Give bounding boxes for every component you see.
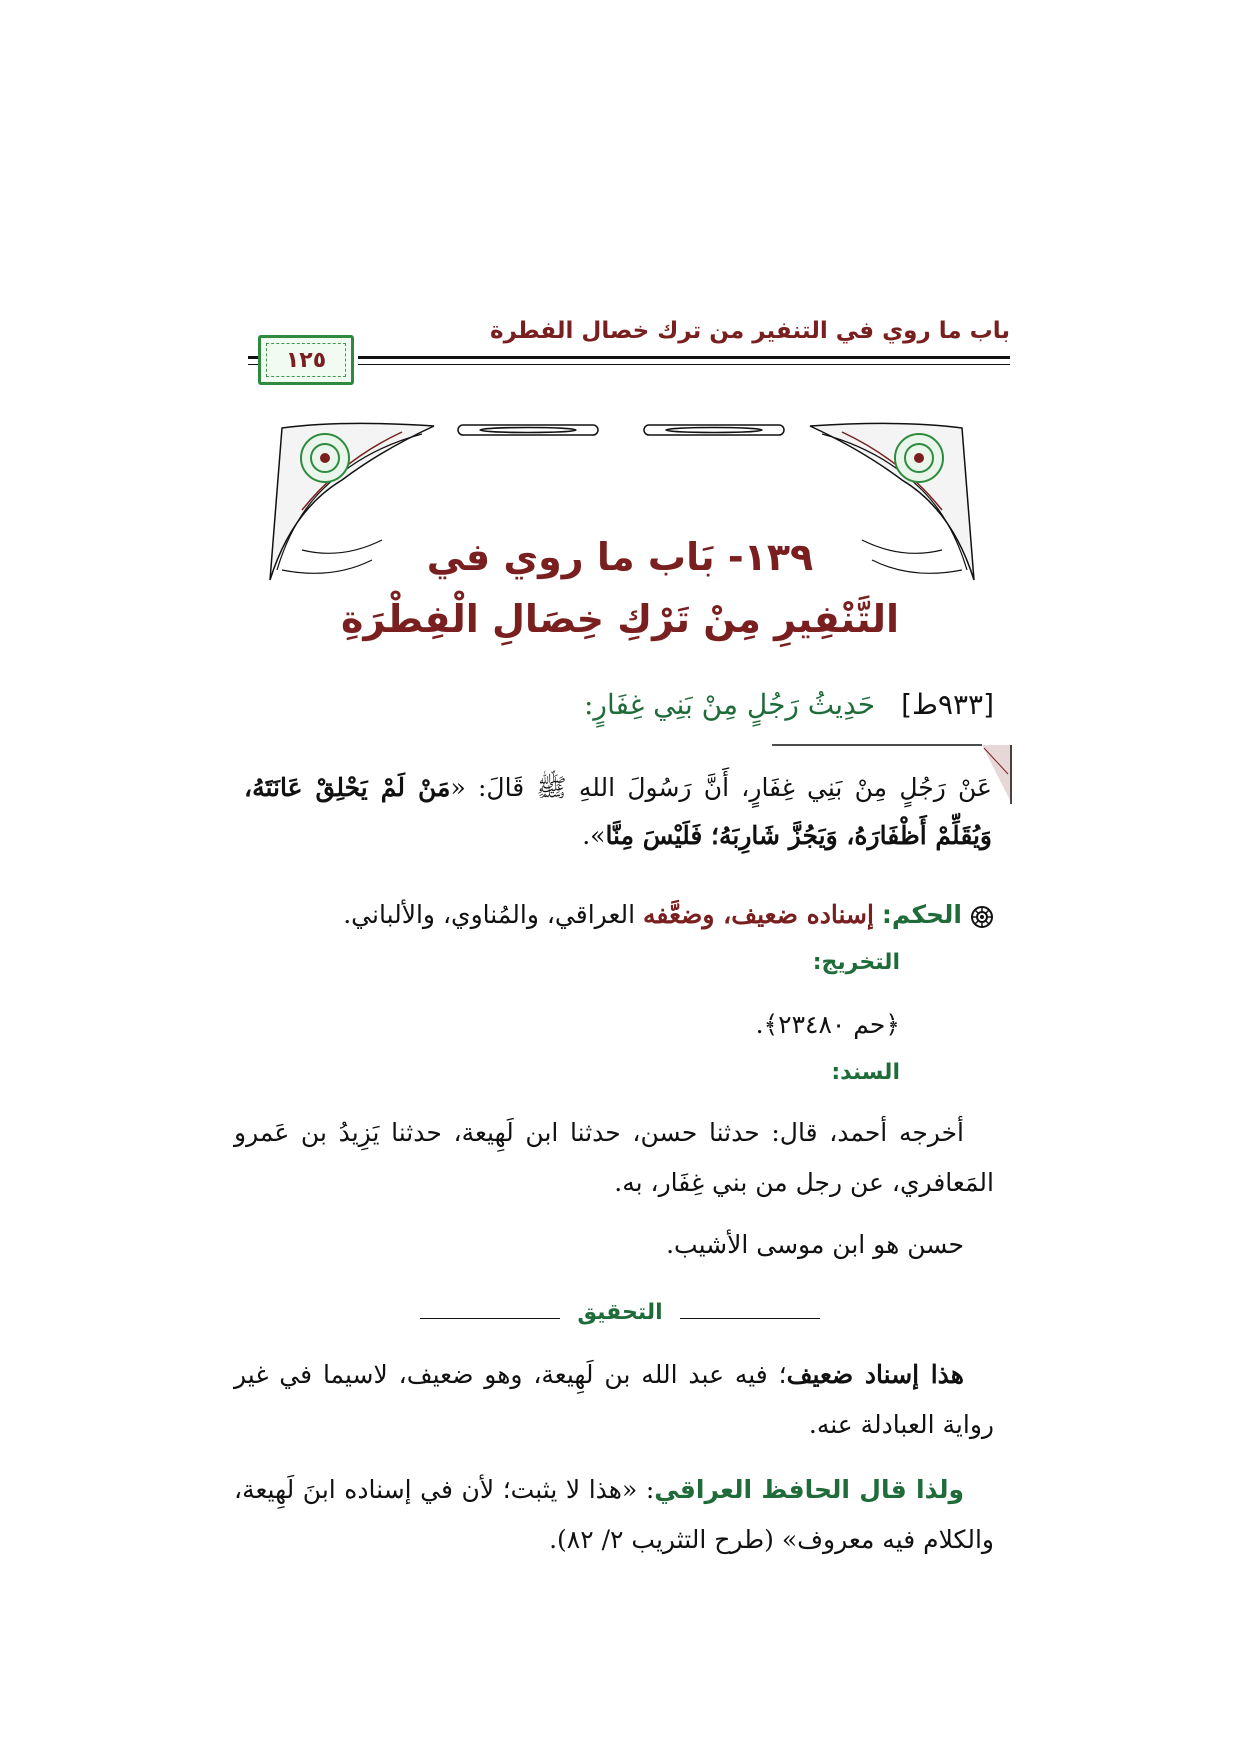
sanad-text: أخرجه أحمد، قال: حدثنا حسن، حدثنا ابن لَهِيعة، حدثنا يَزِيدُ بن عَمرو المَعافري، عن رجل من بني غِفَار، به. xyxy=(234,1118,994,1197)
ruling-verdict: إسناده ضعيف، وضعَّفه xyxy=(643,900,874,929)
running-header: باب ما روي في التنفير من ترك خصال الفطرة xyxy=(490,318,1010,344)
tahqiq-label: التحقيق xyxy=(577,1300,663,1325)
hadith-title: حَدِيثُ رَجُلٍ مِنْ بَنِي غِفَارٍ: xyxy=(583,688,876,721)
hadith-box xyxy=(240,744,1012,864)
sanad-label: السند: xyxy=(831,1060,900,1085)
chapter-title-line2: التَّنْفِيرِ مِنْ تَرْكِ خِصَالِ الْفِطْرَةِ xyxy=(341,597,899,641)
page-number-badge xyxy=(258,335,354,385)
ruling-label: الحكم: xyxy=(881,900,962,929)
page-number: ١٢٥ xyxy=(266,343,346,377)
hadith-heading xyxy=(584,688,994,721)
tahqiq-p1-bold: هذا إسناد ضعيف xyxy=(786,1360,964,1389)
chapter-title xyxy=(300,526,940,650)
chapter-title-line1: ١٣٩- بَاب ما روي في xyxy=(426,535,814,579)
hadith-text xyxy=(244,764,992,860)
ruling-line xyxy=(234,890,994,940)
tahqiq-p2-rest: : «هذا لا يثبت؛ لأن في إسناده ابنَ لَهِيعة، والكلام فيه معروف» (طرح التثريب ٢/ ٨٢). xyxy=(234,1475,994,1554)
tahqiq-divider xyxy=(420,1300,820,1336)
ornament-top-bars xyxy=(458,425,784,435)
tahqiq-paragraph-2 xyxy=(234,1465,994,1565)
takhrij-label: التخريج: xyxy=(812,950,900,975)
ruling-rest: العراقي، والمُناوي، والألباني. xyxy=(343,900,644,929)
hadith-end: ». xyxy=(582,821,606,850)
hadith-number: [٩٣٣ط] xyxy=(901,688,994,721)
header-rule xyxy=(248,352,1010,372)
hadith-intro: عَنْ رَجُلٍ مِنْ بَنِي غِفَارٍ، أَنَّ رَسُولَ اللهِ ﷺ قَالَ: « xyxy=(450,773,992,802)
rosette-icon xyxy=(970,905,994,929)
tahqiq-p1-rest: ؛ فيه عبد الله بن لَهِيعة، وهو ضعيف، لاسيما في غير رواية العبادلة عنه. xyxy=(234,1360,994,1439)
takhrij-reference: ﴿حم ٢٣٤٨٠﴾. xyxy=(755,1010,900,1039)
tahqiq-p2-bold: ولذا قال الحافظ العراقي xyxy=(654,1475,964,1504)
tahqiq-paragraph-1 xyxy=(234,1350,994,1450)
sanad-note: حسن هو ابن موسى الأشيب. xyxy=(666,1230,964,1259)
hadith-matn: مَنْ لَمْ يَحْلِقْ عَانَتَهُ، وَيُقَلِّمْ أَظْفَارَهُ، وَيَجُزَّ شَارِبَهُ؛ فَلَيْسَ مِنَّا xyxy=(244,773,992,850)
